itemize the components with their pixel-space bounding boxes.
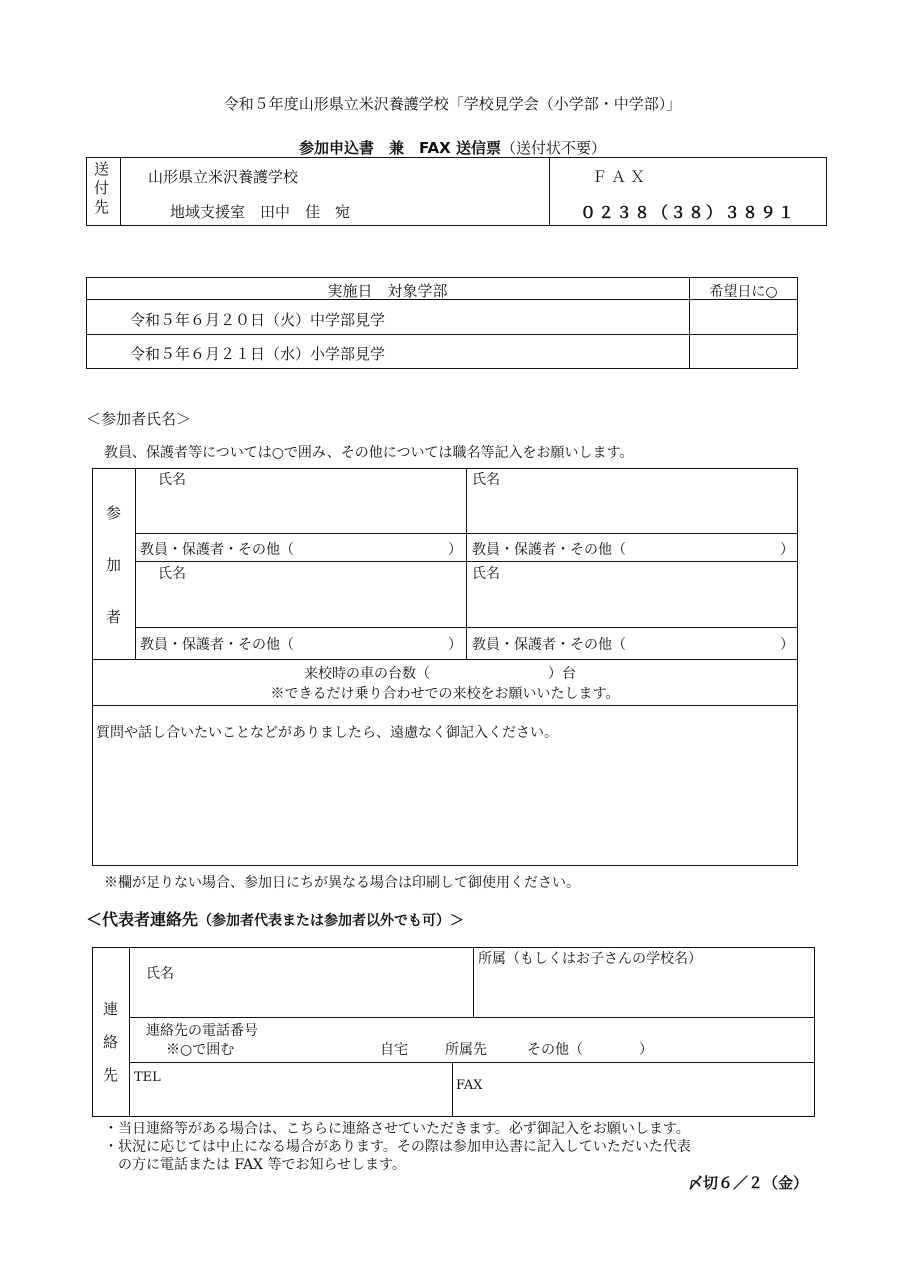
participant-2-name-label: 氏名 <box>472 472 500 488</box>
cars-label: 来校時の車の台数（ <box>304 666 430 682</box>
footer-note-2b: の方に電話または FAX 等でお知らせします。 <box>118 1157 406 1173</box>
rep-option-other[interactable]: その他（ ） <box>527 1042 653 1058</box>
participant-4-role-close: ） <box>780 637 794 653</box>
participants-side-char: 参 <box>106 504 122 522</box>
rep-affiliation-label: 所属（もしくはお子さんの学校名） <box>478 951 702 967</box>
rep-affiliation-field[interactable] <box>475 968 813 1015</box>
rep-option-home[interactable]: 自宅 <box>380 1042 408 1058</box>
schedule-date-1: 令和５年６月２０日（火）中学部見学 <box>130 311 386 329</box>
representative-side-char: 先 <box>103 1066 119 1084</box>
destination-label-char: 先 <box>94 198 110 216</box>
participants-side-char: 者 <box>106 608 122 626</box>
representative-side-char: 連 <box>103 1000 119 1018</box>
destination-label-char: 付 <box>94 179 110 197</box>
participant-4-name-field[interactable] <box>467 582 797 626</box>
schedule-date-2: 令和５年６月２１日（水）小学部見学 <box>130 345 386 363</box>
deadline: 〆切６／２（金） <box>688 1174 809 1192</box>
participant-2-name-field[interactable] <box>467 488 797 532</box>
participant-2-role-close: ） <box>780 542 794 558</box>
questions-label: 質問や話し合いたいことなどがありましたら、遠慮なく御記入ください。 <box>96 725 558 741</box>
rep-fax-label: FAX <box>456 1078 483 1093</box>
fax-label: ＦＡＸ <box>592 168 650 186</box>
participant-1-name-label: 氏名 <box>158 472 186 488</box>
participants-section-title: ＜参加者氏名＞ <box>86 410 192 428</box>
participant-1-name-field[interactable] <box>136 488 465 532</box>
rep-phone-label: 連絡先の電話番号 <box>146 1023 258 1039</box>
representative-side-char: 絡 <box>103 1033 119 1051</box>
participant-3-role[interactable]: 教員・保護者・その他（ <box>140 637 294 653</box>
cars-count-field[interactable] <box>470 662 540 682</box>
footer-note-2a: ・状況に応じては中止になる場合があります。その際は参加申込書に記入していただいた代表 <box>104 1139 691 1155</box>
schedule-header-wish: 希望日に○ <box>709 284 778 300</box>
schedule-header-date: 実施日 対象学部 <box>327 282 448 300</box>
rep-fax-field[interactable] <box>454 1064 813 1115</box>
participant-4-name-label: 氏名 <box>472 566 500 582</box>
representative-title-main: ＜代表者連絡先 <box>86 910 199 929</box>
representative-section-title <box>86 907 464 930</box>
participant-1-role-close: ） <box>448 542 462 558</box>
footer-note-1: ・当日連絡等がある場合は、こちらに連絡させていただきます。必ず御記入をお願いします。 <box>104 1121 690 1137</box>
participant-4-role[interactable]: 教員・保護者・その他（ <box>472 637 626 653</box>
participant-2-role[interactable]: 教員・保護者・その他（ <box>472 542 626 558</box>
participant-3-name-label: 氏名 <box>158 566 186 582</box>
questions-field[interactable] <box>93 745 797 863</box>
form-title: 令和５年度山形県立米沢養護学校「学校見学会（小学部・中学部）」 <box>223 95 682 113</box>
participant-1-role[interactable]: 教員・保護者・その他（ <box>140 542 294 558</box>
print-note: ※欄が足りない場合、参加日にちが異なる場合は印刷して御使用ください。 <box>104 875 580 891</box>
destination-person: 地域支援室 田中 佳 宛 <box>170 203 351 221</box>
cars-unit: ）台 <box>548 666 576 682</box>
rep-option-affiliation[interactable]: 所属先 <box>445 1042 487 1058</box>
representative-title-note: （参加者代表または参加者以外でも可）＞ <box>198 913 465 929</box>
wish-cell-1[interactable] <box>690 300 797 334</box>
rep-tel-label: TEL <box>134 1070 161 1085</box>
rep-tel-field[interactable] <box>130 1064 450 1115</box>
form-subtitle-main: 参加申込書 兼 FAX 送信票 <box>299 139 501 157</box>
participant-3-name-field[interactable] <box>136 582 465 626</box>
participant-3-role-close: ） <box>448 637 462 653</box>
rep-circle-note: ※○で囲む <box>166 1042 235 1058</box>
carpool-note: ※できるだけ乗り合わせでの来校をお願いいたします。 <box>270 686 620 702</box>
form-subtitle-note: （送付状不要） <box>500 139 606 157</box>
destination-school: 山形県立米沢養護学校 <box>148 168 299 186</box>
rep-name-field[interactable] <box>190 950 470 1014</box>
participants-side-char: 加 <box>106 556 122 574</box>
fax-number: ０２３８（３８）３８９１ <box>580 203 797 222</box>
form-subtitle <box>0 137 905 158</box>
wish-cell-2[interactable] <box>690 335 797 368</box>
destination-label-char: 送 <box>94 160 110 178</box>
rep-name-label: 氏名 <box>146 966 174 982</box>
participants-instruction: 教員、保護者等については○で囲み、その他については職名等記入をお願いします。 <box>104 445 634 461</box>
